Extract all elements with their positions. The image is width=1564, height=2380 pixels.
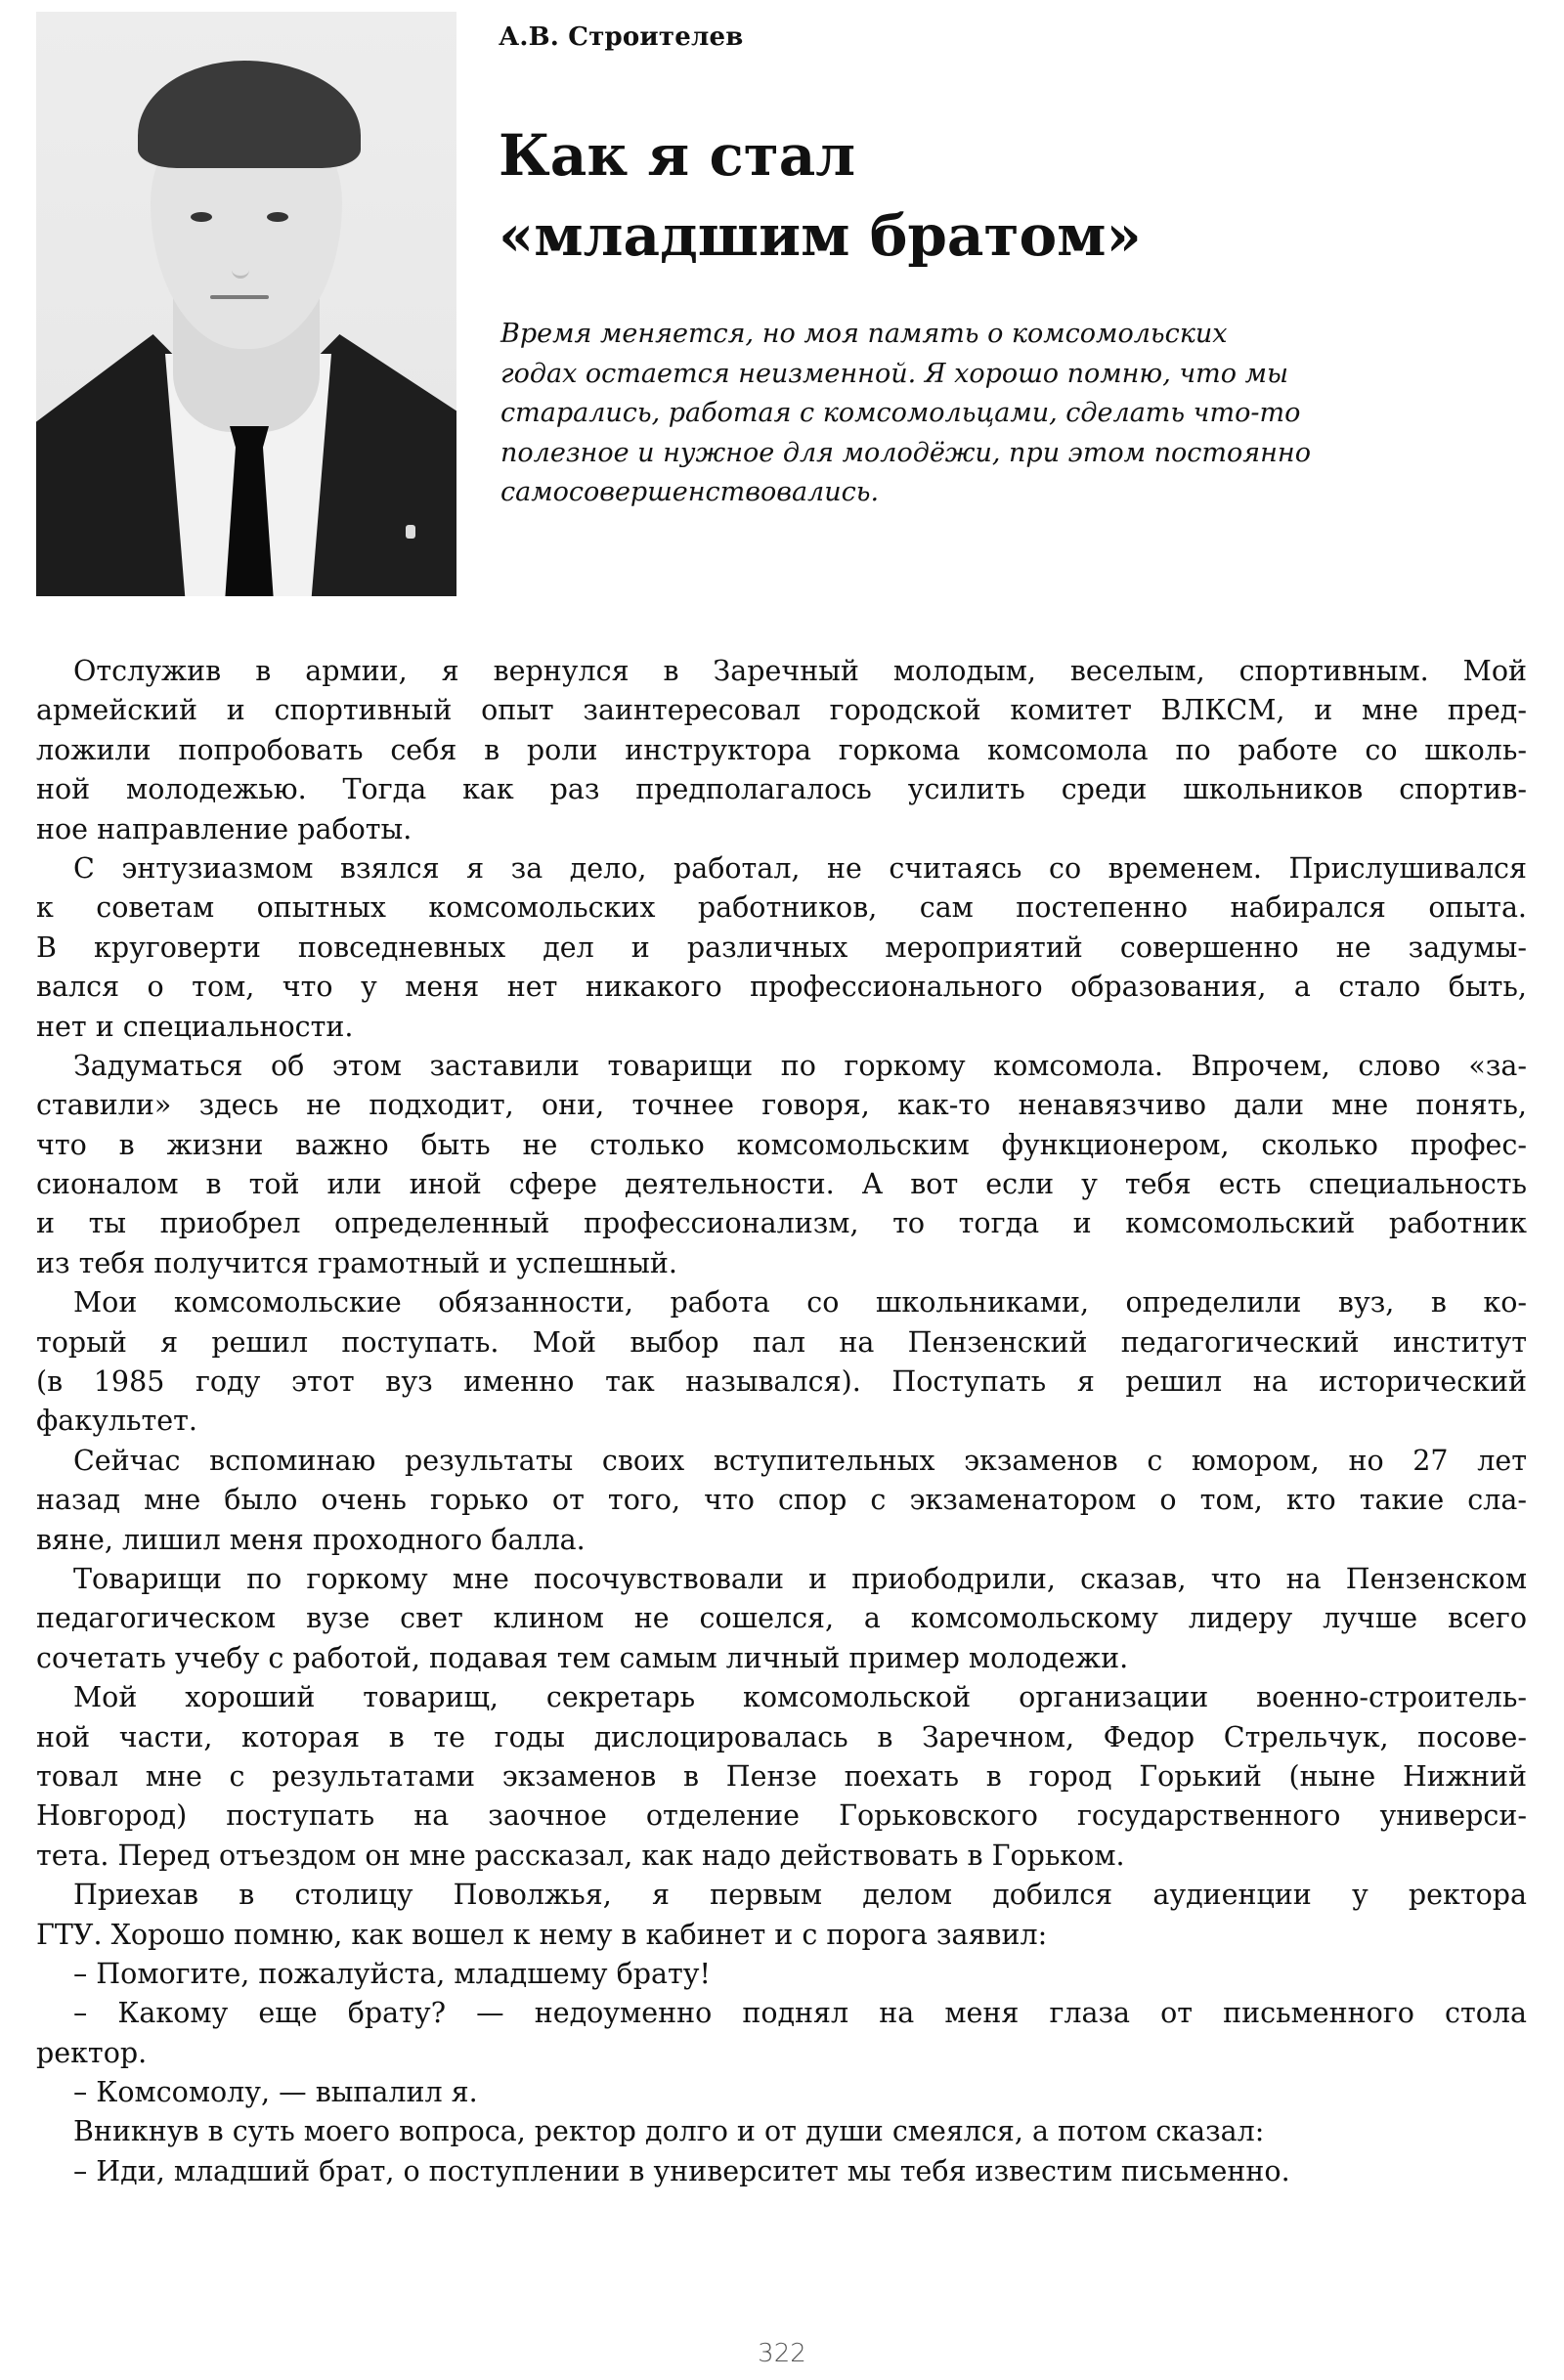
article-body: [36, 652, 1527, 2191]
body-text-line: педагогическом вузе свет клином не сошелся, а комсомольскому лидеру лучше всего: [36, 1602, 1527, 1635]
photo-eye-left: [191, 212, 212, 222]
body-text-line: ставили» здесь не подходит, они, точнее говоря, как-то ненавязчиво дали мне понять,: [36, 1089, 1527, 1122]
lead-line: старались, работая с комсомольцами, сделать что-то: [500, 398, 1301, 428]
body-text-line: Задуматься об этом заставили товарищи по горкому комсомола. Впрочем, слово «за-: [73, 1049, 1527, 1082]
body-text-line: Сейчас вспоминаю результаты своих вступительных экзаменов с юмором, но 27 лет: [73, 1444, 1527, 1477]
body-text-line: Товарищи по горкому мне посочувствовали и приободрили, сказав, что на Пензенском: [73, 1562, 1527, 1595]
body-text-line: (в 1985 году этот вуз именно так назывался). Поступать я решил на исторический: [36, 1365, 1527, 1399]
article-title-line: «младшим братом»: [499, 202, 1142, 269]
body-text-line: Приехав в столицу Поволжья, я первым делом добился аудиенции у ректора: [73, 1879, 1527, 1912]
body-text-line: Новгород) поступать на заочное отделение Горьковского государственного универси-: [36, 1799, 1527, 1833]
body-text-line: из тебя получится грамотный и успешный.: [36, 1246, 677, 1279]
article-title-line: Как я стал: [499, 122, 856, 189]
body-text-line: Отслужив в армии, я вернулся в Заречный молодым, веселым, спортивным. Мой: [73, 655, 1527, 687]
body-text-line: назад мне было очень горько от того, что спор с экзаменатором о том, кто такие сла-: [36, 1484, 1527, 1517]
body-text-line: армейский и спортивный опыт заинтересовал городской комитет ВЛКСМ, и мне пред-: [36, 694, 1527, 727]
article-author: А.В. Строителев: [499, 22, 744, 52]
lead-line: Время меняется, но моя память о комсомольских: [500, 319, 1228, 349]
photo-nose: [232, 237, 249, 279]
body-text-line: – Иди, младший брат, о поступлении в университет мы тебя известим письменно.: [73, 2154, 1290, 2187]
body-text-line: ной части, которая в те годы дислоцировалась в Заречном, Федор Стрельчук, посове-: [36, 1720, 1527, 1753]
body-text-line: С энтузиазмом взялся я за дело, работал, не считаясь со временем. Прислушивался: [73, 851, 1527, 885]
body-text-line: ректор.: [36, 2036, 148, 2069]
body-text-line: ГТУ. Хорошо помню, как вошел к нему в кабинет и с порога заявил:: [36, 1918, 1048, 1951]
body-text-line: Мои комсомольские обязанности, работа со школьниками, определили вуз, в ко-: [73, 1286, 1527, 1320]
author-portrait-photo: [36, 12, 456, 596]
photo-eye-right: [267, 212, 288, 222]
body-text-line: тета. Перед отъездом он мне рассказал, как надо действовать в Горьком.: [36, 1839, 1125, 1872]
body-text-line: сочетать учебу с работой, подавая тем самым личный пример молодежи.: [36, 1641, 1129, 1674]
lead-line: полезное и нужное для молодёжи, при этом постоянно: [500, 437, 1311, 468]
page-number: 322: [758, 2339, 806, 2368]
photo-mouth: [210, 295, 269, 299]
body-text-line: вяне, лишил меня проходного балла.: [36, 1523, 586, 1556]
body-text-line: – Помогите, пожалуйста, младшему брату!: [73, 1957, 711, 1990]
body-text-line: вался о том, что у меня нет никакого профессионального образования, а стало быть,: [36, 971, 1527, 1004]
body-text-line: факультет.: [36, 1405, 197, 1438]
body-text-line: и ты приобрел определенный профессионализм, то тогда и комсомольский работник: [36, 1207, 1527, 1240]
photo-lapel-pin: [406, 525, 415, 539]
article-title: [499, 115, 1142, 276]
body-text-line: к советам опытных комсомольских работников, сам постепенно набирался опыта.: [36, 891, 1527, 925]
body-text-line: ложили попробовать себя в роли инструктора горкома комсомола по работе со школь-: [36, 733, 1527, 766]
photo-hair: [138, 61, 361, 168]
body-text-line: В круговерти повседневных дел и различных мероприятий совершенно не задумы-: [36, 930, 1527, 964]
body-text-line: ное направление работы.: [36, 812, 413, 845]
lead-line: самосовершенствовались.: [500, 477, 880, 507]
body-text-line: что в жизни важно быть не столько комсомольским функционером, сколько профес-: [36, 1128, 1527, 1161]
body-text-line: Мой хороший товарищ, секретарь комсомольской организации военно-строитель-: [73, 1681, 1527, 1714]
body-text-line: сионалом в той или иной сфере деятельности. А вот если у тебя есть специальность: [36, 1168, 1527, 1201]
lead-line: годах остается неизменной. Я хорошо помню, что мы: [500, 358, 1288, 389]
body-text-line: Вникнув в суть моего вопроса, ректор долго и от души смеялся, а потом сказал:: [73, 2115, 1265, 2148]
body-text-line: ной молодежью. Тогда как раз предполагалось усилить среди школьников спортив-: [36, 773, 1527, 806]
body-text-line: – Какому еще брату? — недоуменно поднял на меня глаза от письменного стола: [73, 1997, 1527, 2030]
body-text-line: нет и специальности.: [36, 1010, 354, 1043]
body-text-line: торый я решил поступать. Мой выбор пал на Пензенский педагогический институт: [36, 1325, 1527, 1359]
article-lead: [500, 315, 1527, 513]
body-text-line: – Комсомолу, — выпалил я.: [73, 2076, 478, 2109]
body-text-line: товал мне с результатами экзаменов в Пензе поехать в город Горький (ныне Нижний: [36, 1759, 1527, 1793]
